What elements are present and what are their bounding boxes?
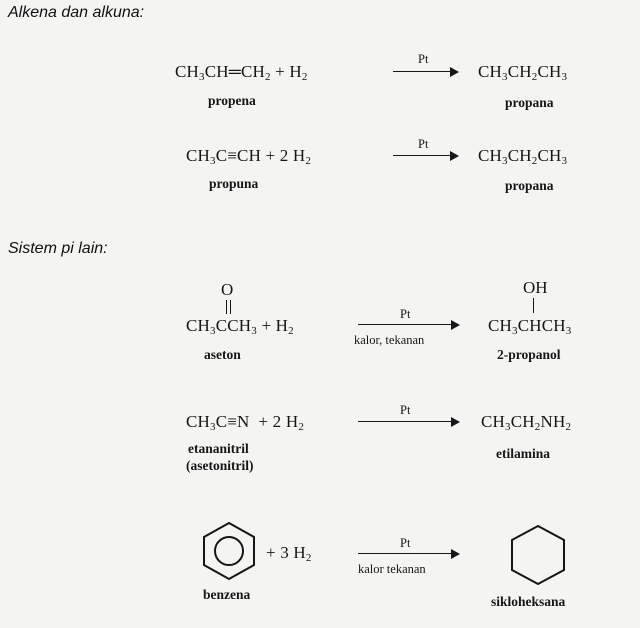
product-name: propana — [505, 178, 554, 193]
product-name: sikloheksana — [491, 594, 566, 609]
reactant-formula: $CH_3CCH_3 + H_2$ — [186, 316, 294, 337]
reaction-arrow — [358, 417, 460, 427]
product-name: 2-propanol — [497, 347, 561, 362]
reactant-name: propuna — [209, 176, 259, 191]
catalyst-label: Pt — [400, 307, 411, 321]
reactant-formula: $CH_3CH═CH_2 + H_2$ — [175, 62, 308, 83]
section-heading-alkena: Alkena dan alkuna: — [8, 4, 145, 21]
reactant-name: etananitril — [188, 441, 249, 456]
reactant-formula: + 3 $H_2$ — [266, 543, 312, 564]
reactant-name: propena — [208, 93, 256, 108]
benzene-ring-icon — [199, 520, 259, 582]
product-formula: $CH_3CHCH_3$ — [488, 316, 572, 337]
reaction-arrow — [393, 151, 459, 161]
product-name: etilamina — [496, 446, 550, 461]
product-formula: $CH_3CH_2NH_2$ — [481, 412, 572, 433]
double-bond-line-2 — [230, 300, 231, 314]
reactant-formula: $CH_3C\equiv N + 2$ $H_2$ — [186, 412, 305, 433]
cyclohexane-ring-icon — [507, 523, 569, 587]
catalyst-label: Pt — [400, 536, 411, 550]
product-formula: $CH_3CH_2CH_3$ — [478, 62, 568, 83]
catalyst-label: Pt — [418, 52, 429, 66]
reaction-arrow — [358, 549, 460, 559]
double-bond-line-1 — [226, 300, 227, 314]
condition-label: kalor tekanan — [358, 562, 426, 576]
section-heading-sistem-pi: Sistem pi lain: — [8, 240, 108, 257]
reactant-name: aseton — [204, 347, 241, 362]
reaction-arrow — [393, 67, 459, 77]
reaction-arrow — [358, 320, 460, 330]
catalyst-label: Pt — [418, 137, 429, 151]
reactant-formula: $CH_3C\equiv CH + 2$ $H_2$ — [186, 146, 312, 167]
catalyst-label: Pt — [400, 403, 411, 417]
carbonyl-oxygen: O — [221, 280, 234, 299]
product-name: propana — [505, 95, 554, 110]
product-formula: $CH_3CH_2CH_3$ — [478, 146, 568, 167]
condition-label: kalor, tekanan — [354, 333, 425, 347]
hydroxyl-group: OH — [523, 278, 548, 297]
single-bond-line — [533, 298, 534, 313]
reactant-name: benzena — [203, 587, 251, 602]
reactant-alt-name: (asetonitril) — [186, 458, 254, 473]
